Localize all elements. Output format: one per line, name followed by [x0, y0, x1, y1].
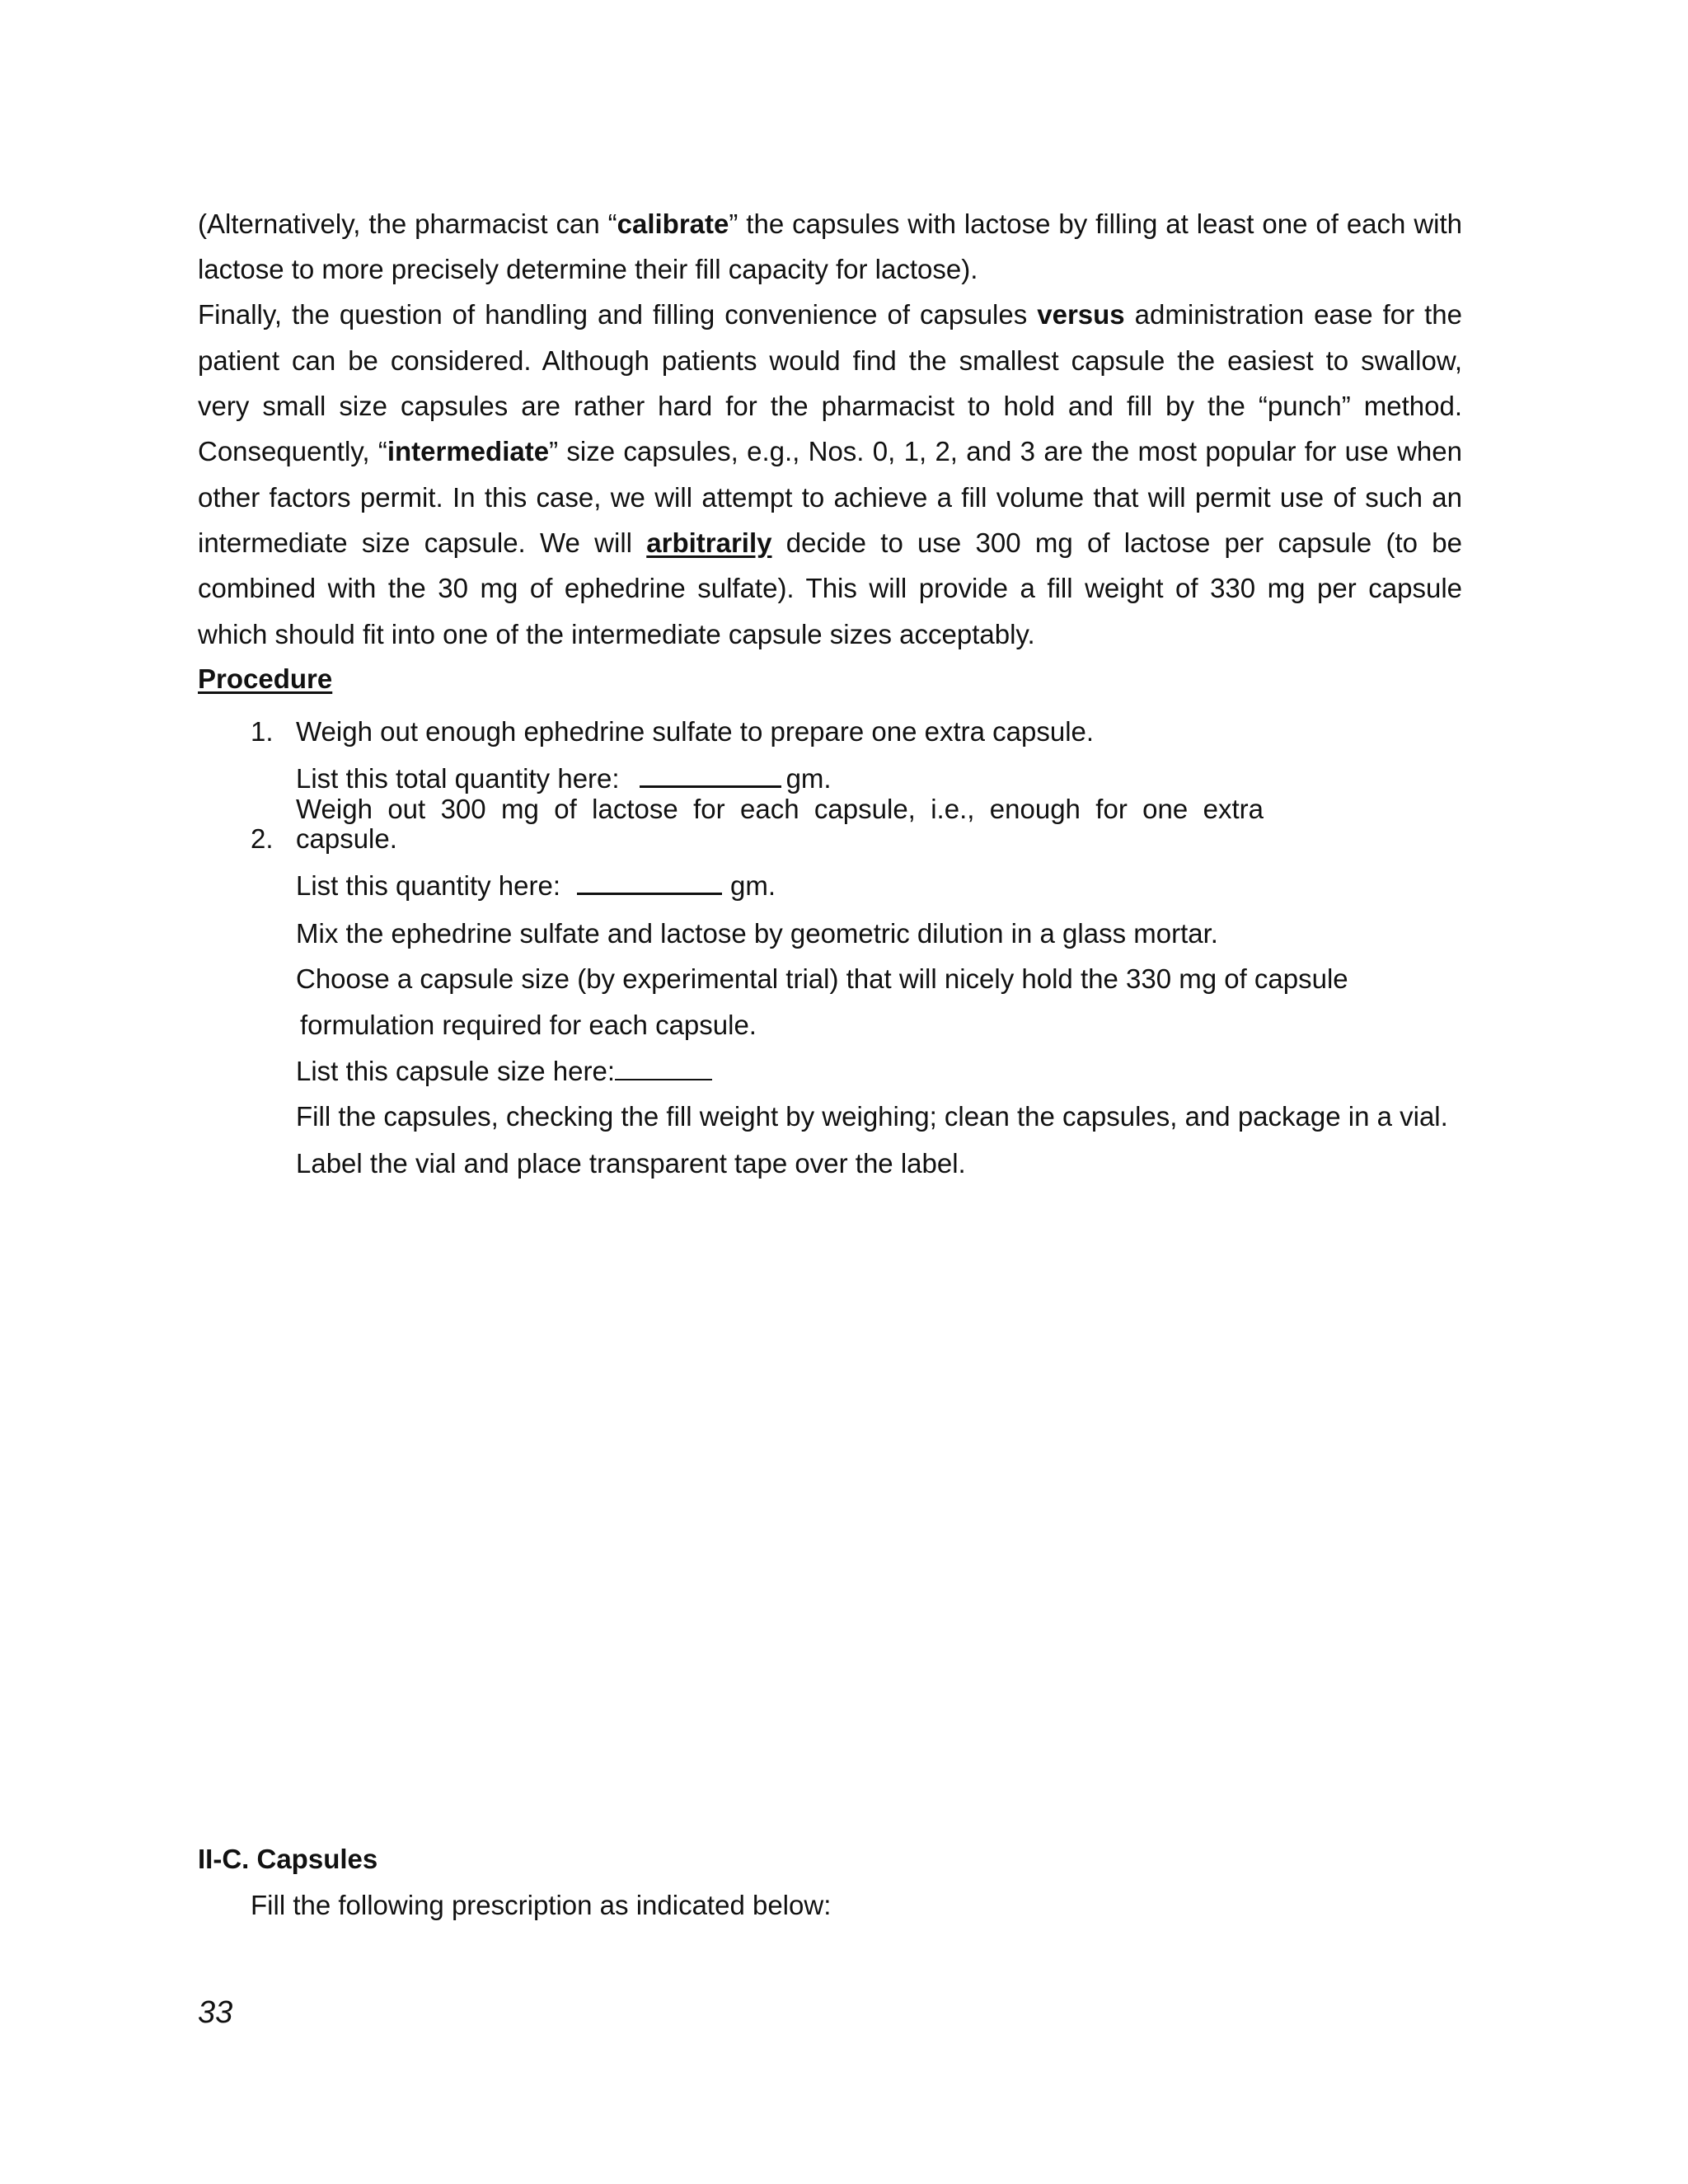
step-number: 1. — [251, 716, 274, 747]
step-text: Weigh out 300 mg of lactose for each capsule, i.e., enough for one extra — [296, 794, 1264, 824]
step-text: formulation required for each capsule. — [300, 1010, 757, 1040]
emphasis-calibrate: calibrate — [617, 209, 729, 239]
paragraph-line: patient can be considered. Although patients would find the smallest capsule the easiest to swallow, — [198, 345, 1462, 376]
step-number: 2. — [251, 823, 274, 854]
emphasis-versus: versus — [1037, 299, 1125, 330]
step-text: Mix the ephedrine sulfate and lactose by geometric dilution in a glass mortar. — [296, 918, 1218, 949]
step-text: Weigh out enough ephedrine sulfate to prepare one extra capsule. — [296, 716, 1095, 747]
step-text: Choose a capsule size (by experimental trial) that will nicely hold the 330 mg of capsule — [296, 963, 1348, 994]
paragraph-line: combined with the 30 mg of ephedrine sulfate). This will provide a fill weight of 330 mg per capsule — [198, 573, 1462, 603]
step-text: Label the vial and place transparent tape over the label. — [296, 1148, 966, 1179]
step-list-line: List this quantity here: gm. — [296, 868, 776, 902]
quantity-blank[interactable] — [640, 761, 781, 788]
section-heading: II-C. Capsules — [198, 1844, 378, 1874]
emphasis-intermediate: intermediate — [387, 436, 550, 466]
paragraph-line: Consequently, “intermediate” size capsules, e.g., Nos. 0, 1, 2, and 3 are the most popular for use when — [198, 436, 1462, 466]
step-list-line: List this total quantity here: gm. — [296, 761, 832, 795]
paragraph-line: (Alternatively, the pharmacist can “calibrate” the capsules with lactose by filling at least one of each with — [198, 209, 1462, 239]
procedure-heading: Procedure — [198, 663, 333, 694]
section-instruction: Fill the following prescription as indicated below: — [251, 1890, 832, 1920]
paragraph-line: other factors permit. In this case, we will attempt to achieve a fill volume that will permit use of such an — [198, 482, 1462, 513]
capsule-size-blank[interactable] — [615, 1054, 712, 1080]
paragraph-line: Finally, the question of handling and filling convenience of capsules versus administration ease for the — [198, 299, 1462, 330]
paragraph-line: which should fit into one of the intermediate capsule sizes acceptably. — [198, 619, 1035, 649]
step-text: Fill the capsules, checking the fill weight by weighing; clean the capsules, and package in a vial. — [296, 1101, 1448, 1132]
emphasis-arbitrarily: arbitrarily — [646, 527, 772, 558]
paragraph-line: intermediate size capsule. We will arbitrarily decide to use 300 mg of lactose per capsule (to be — [198, 527, 1463, 558]
quantity-blank[interactable] — [577, 868, 722, 895]
step-list-line: List this capsule size here: — [296, 1054, 712, 1088]
paragraph-line: very small size capsules are rather hard for the pharmacist to hold and fill by the “punch” method. — [198, 391, 1462, 421]
page-number: 33 — [198, 1995, 233, 2030]
paragraph-line: lactose to more precisely determine their fill capacity for lactose). — [198, 254, 978, 284]
step-text: capsule. — [296, 823, 397, 854]
